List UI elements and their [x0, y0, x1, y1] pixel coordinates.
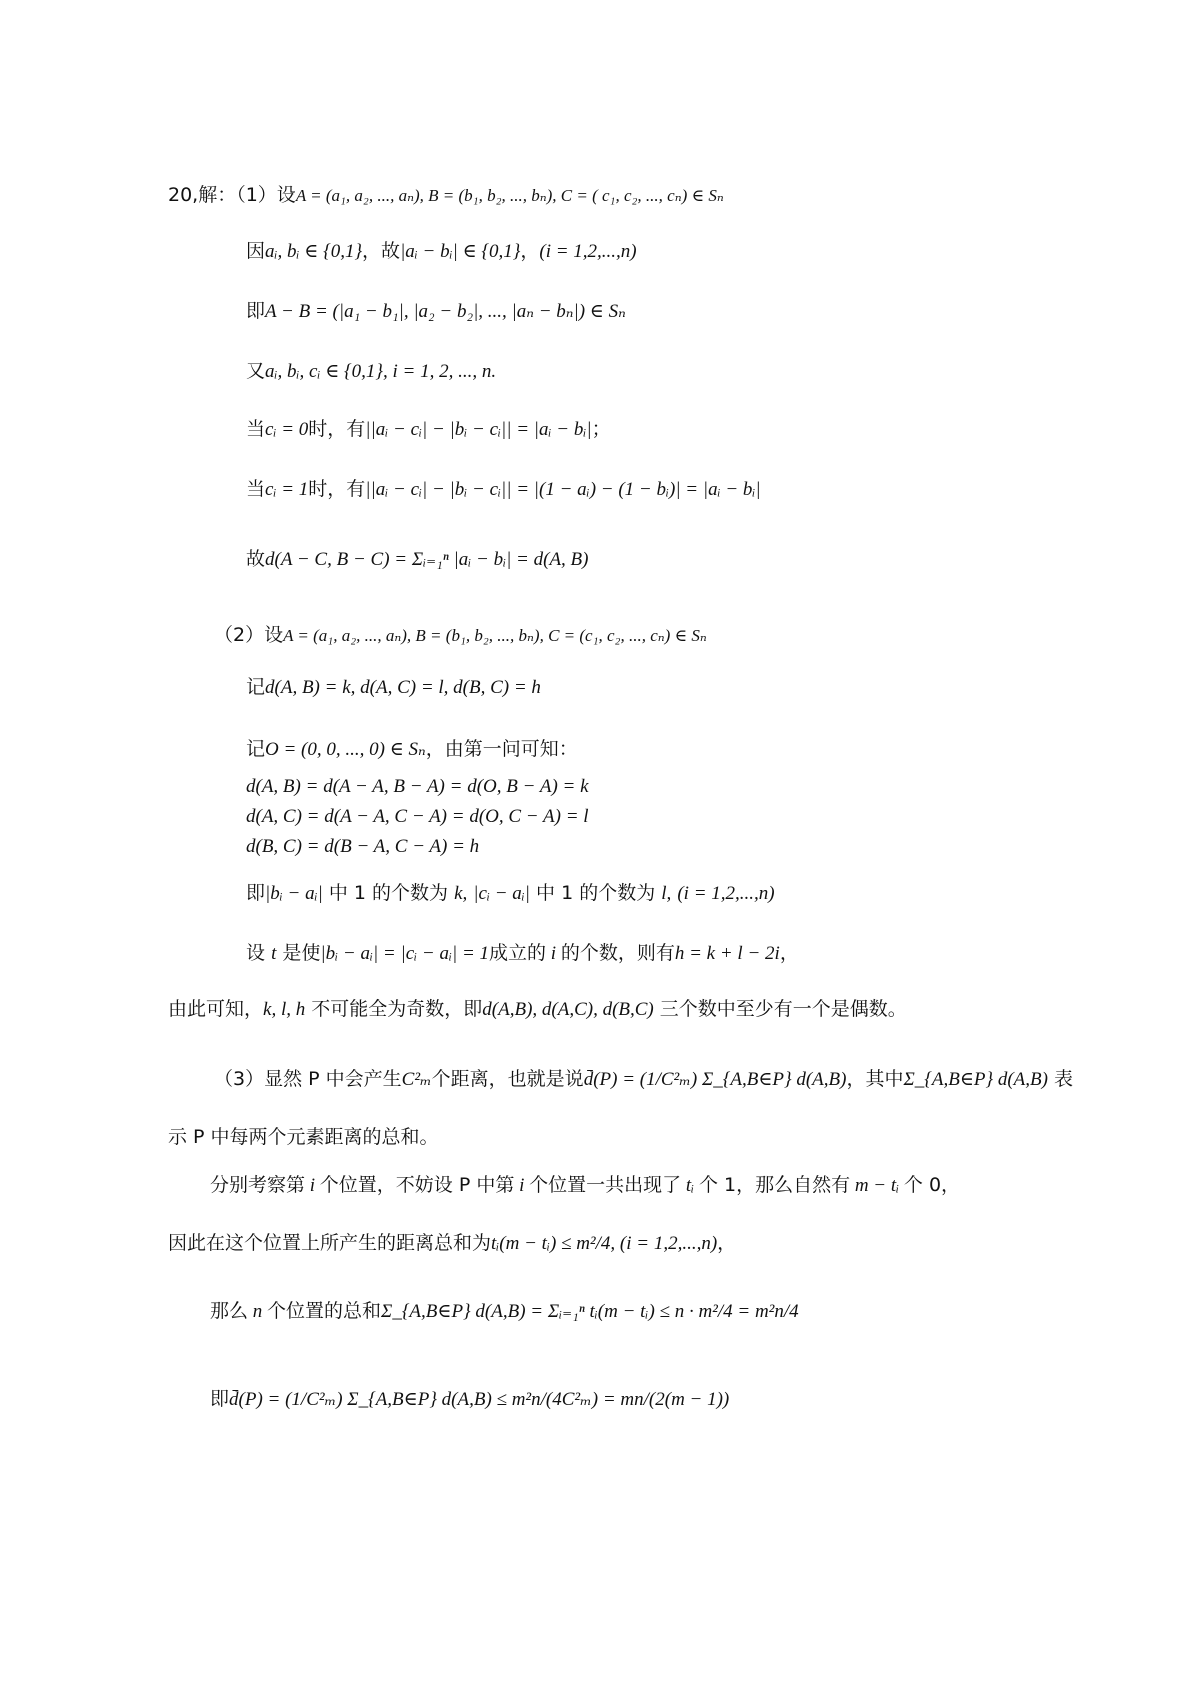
part3-para5: [210, 1298, 799, 1325]
part1-line5: [246, 476, 761, 503]
text: 又: [246, 360, 266, 382]
part3-para6: [210, 1386, 729, 1413]
text: 因此在这个位置上所产生的距离总和为: [168, 1232, 492, 1254]
formula: |bᵢ − aᵢ| = |cᵢ − aᵢ| = 1: [320, 943, 490, 964]
text: ，其中: [846, 1068, 904, 1090]
part1-intro-formula: A = (a₁, a₂, ..., aₙ), B = (b₁, b₂, ..., bₙ), C = ( c₁, c₂, ..., cₙ) ∈ Sₙ: [295, 186, 724, 205]
text: 是使: [276, 942, 321, 964]
text: 当: [246, 418, 266, 440]
formula: cᵢ = 0: [265, 419, 309, 440]
text: ，由第一问可知：: [425, 738, 578, 760]
part3-para4: [168, 1230, 736, 1257]
formula: (i = 1,2,...,n): [677, 883, 775, 904]
text: 时，有: [308, 418, 366, 440]
text: 三个数中至少有一个是偶数。: [653, 998, 907, 1020]
formula: aᵢ, bᵢ ∈ {0,1}: [265, 241, 363, 262]
part2-conclusion: [168, 996, 907, 1023]
text: 个 1，那么自然有: [698, 1174, 851, 1196]
text: 故: [246, 548, 266, 570]
text: 个位置，不妨设 P 中第: [319, 1174, 515, 1196]
text: 示 P 中每两个元素距离的总和。: [168, 1126, 439, 1148]
formula: tᵢ(m − tᵢ) ≤ m²/4, (i = 1,2,...,n): [491, 1233, 718, 1254]
formula: Σ_{A,B∈P} d(A,B): [903, 1069, 1048, 1090]
text: 中 1 的个数为: [322, 882, 449, 904]
formula: ||aᵢ − cᵢ| − |bᵢ − cᵢ|| = |aᵢ − bᵢ|: [365, 419, 592, 440]
formula: i: [514, 1175, 530, 1196]
formula: (i = 1,2,...,n): [539, 241, 637, 262]
part3-para2: [168, 1124, 439, 1150]
formula: d(A,B), d(A,C), d(B,C): [482, 999, 654, 1020]
formula: k, l, h: [263, 999, 306, 1020]
text: 因: [246, 240, 266, 262]
equation-2: d(A, C) = d(A − A, C − A) = d(O, C − A) = l: [246, 806, 589, 827]
formula: |aᵢ − bᵢ| ∈ {0,1}: [400, 241, 521, 262]
formula: l,: [661, 883, 672, 904]
text: （3）显然 P 中会产生: [214, 1068, 402, 1090]
text: 即: [246, 300, 266, 322]
part1-line4: [246, 416, 611, 443]
formula: ||aᵢ − cᵢ| − |bᵢ − cᵢ|| = |(1 − aᵢ) − (1 − bᵢ)| = |aᵢ − bᵢ|: [365, 479, 761, 500]
part3-para1: [214, 1066, 1073, 1093]
formula: d(A − C, B − C) = Σᵢ₌₁ⁿ |aᵢ − bᵢ| = d(A, B): [265, 549, 589, 570]
equation-1: d(A, B) = d(A − A, B − A) = d(O, B − A) = k: [246, 776, 589, 797]
formula: |bᵢ − aᵢ|: [265, 883, 323, 904]
formula: Σ_{A,B∈P} d(A,B) = Σᵢ₌₁ⁿ tᵢ(m − tᵢ) ≤ n · m²/4 = m²n/4: [381, 1301, 799, 1322]
part3-para3: [210, 1172, 960, 1199]
text: 分别考察第: [210, 1174, 306, 1196]
text: 成立的: [489, 942, 547, 964]
formula: i: [546, 943, 561, 964]
formula: t: [271, 943, 277, 964]
text: 表: [1054, 1068, 1074, 1090]
formula: aᵢ, bᵢ, cᵢ ∈ {0,1}, i = 1, 2, ..., n.: [265, 361, 497, 382]
text: 个位置的总和: [267, 1300, 382, 1322]
text: ，: [717, 1232, 737, 1254]
part2-header: （2）设: [214, 624, 284, 646]
text: ，: [520, 240, 540, 262]
text: ，: [779, 942, 799, 964]
part2-line3: [246, 880, 775, 907]
text: 中 1 的个数为: [530, 882, 656, 904]
formula: m − tᵢ: [850, 1175, 904, 1196]
formula: cᵢ = 1: [265, 479, 309, 500]
part2-header-line: [214, 622, 707, 649]
formula: d̄(P) = (1/C²ₘ) Σ_{A,B∈P} d(A,B) ≤ m²n/(4C²ₘ) = mn/(2(m − 1)): [229, 1389, 730, 1410]
part2-line1: [246, 674, 541, 701]
text: 个 0，: [903, 1174, 961, 1196]
text: ；: [591, 418, 611, 440]
text: ，故: [362, 240, 401, 262]
formula: A − B = (|a₁ − b₁|, |a₂ − b₂|, ..., |aₙ − bₙ|) ∈ Sₙ: [265, 301, 626, 322]
formula: d(A, B) = k, d(A, C) = l, d(B, C) = h: [265, 677, 541, 698]
formula: tᵢ: [681, 1175, 699, 1196]
part1-line3: [246, 358, 496, 385]
formula: n: [248, 1301, 268, 1322]
text: 个距离，也就是说: [431, 1068, 584, 1090]
text: 即: [210, 1388, 230, 1410]
text: 不可能全为奇数，即: [305, 998, 483, 1020]
formula: |cᵢ − aᵢ|: [473, 883, 531, 904]
part1-header-line: [168, 182, 724, 209]
part2-equations: [246, 772, 589, 862]
formula: C²ₘ: [401, 1069, 432, 1090]
text: 时，有: [308, 478, 366, 500]
formula: i: [305, 1175, 320, 1196]
text: 设: [246, 942, 266, 964]
part2-line2: [246, 736, 578, 763]
text: 由此可知，: [168, 998, 264, 1020]
part1-header: 20,解：（1）设: [168, 184, 296, 206]
formula: O = (0, 0, ..., 0) ∈ Sₙ: [265, 739, 426, 760]
text: 那么: [210, 1300, 249, 1322]
part1-line1: [246, 238, 637, 265]
part1-line2: [246, 298, 626, 325]
text: 的个数，则有: [560, 942, 675, 964]
equation-3: d(B, C) = d(B − A, C − A) = h: [246, 836, 480, 857]
part1-line6: [246, 546, 588, 573]
formula: d̄(P) = (1/C²ₘ) Σ_{A,B∈P} d(A,B): [583, 1069, 847, 1090]
text: 记: [246, 676, 266, 698]
part2-intro-formula: A = (a₁, a₂, ..., aₙ), B = (b₁, b₂, ..., bₙ), C = (c₁, c₂, ..., cₙ) ∈ Sₙ: [283, 626, 707, 645]
text: 个位置一共出现了: [529, 1174, 682, 1196]
text: 记: [246, 738, 266, 760]
text: 即: [246, 882, 266, 904]
part2-line4: [246, 940, 799, 967]
formula: h = k + l − 2i: [674, 943, 780, 964]
formula: k,: [454, 883, 468, 904]
text: 当: [246, 478, 266, 500]
